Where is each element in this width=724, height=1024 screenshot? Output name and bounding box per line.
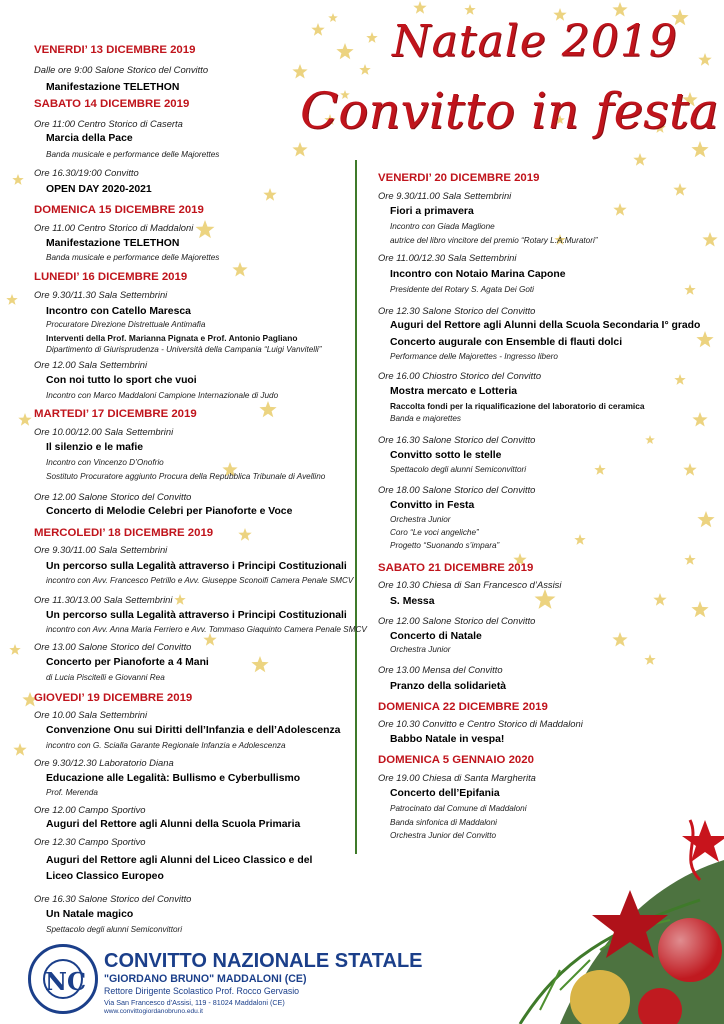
right-event-title: S. Messa	[390, 596, 435, 607]
left-event-title: Incontro con Catello Maresca	[46, 306, 191, 317]
left-event-time-place: Ore 9.30/11.00 Sala Settembrini	[34, 544, 168, 555]
right-event-title: Concerto dell’Epifania	[390, 788, 500, 799]
left-event-title: Un percorso sulla Legalità attraverso i Principi Costituzionali	[46, 561, 347, 572]
left-date-heading: DOMENICA 15 DICEMBRE 2019	[34, 204, 204, 216]
left-event-time-place: Ore 10.00 Sala Settembrini	[34, 709, 148, 720]
school-address: Via San Francesco d’Assisi, 119 - 81024 Maddaloni (CE)	[104, 998, 285, 1007]
right-event-title: Pranzo della solidarietà	[390, 681, 507, 692]
right-event-title: Convitto sotto le stelle	[390, 450, 502, 461]
left-event-detail: incontro con G. Scialla Garante Regionale Infanzia e Adolescenza	[46, 741, 286, 750]
right-event-title: Concerto di Natale	[390, 631, 482, 642]
right-event-time-place: Ore 10.30 Chiesa di San Francesco d’Assisi	[378, 579, 562, 590]
right-event-time-place: Ore 16.30 Salone Storico del Convitto	[378, 434, 536, 445]
left-event-detail: Incontro con Marco Maddaloni Campione Internazionale di Judo	[46, 391, 279, 400]
right-event-title: Auguri del Rettore agli Alunni della Scuola Secondaria I° grado	[390, 320, 701, 331]
left-date-heading: SABATO 14 DICEMBRE 2019	[34, 98, 190, 110]
left-event-time-place: Ore 10.00/12.00 Sala Settembrini	[34, 426, 174, 437]
left-event-title: Il silenzio e le mafie	[46, 442, 144, 453]
right-event-time-place: Ore 9.30/11.00 Sala Settembrini	[378, 190, 512, 201]
right-event-detail: Orchestra Junior del Convitto	[390, 831, 497, 840]
right-event-detail: Progetto “Suonando s’impara”	[390, 541, 500, 550]
left-event-title: Auguri del Rettore agli Alunni della Scuola Primaria	[46, 819, 301, 830]
title-line-2: Convitto in festa	[300, 82, 719, 140]
right-event-time-place: Ore 19.00 Chiesa di Santa Margherita	[378, 772, 536, 783]
left-event-title: Auguri del Rettore agli Alunni del Liceo Classico e del	[46, 855, 313, 866]
left-event-title: Concerto per Pianoforte a 4 Mani	[46, 657, 209, 668]
left-event-title: Con noi tutto lo sport che vuoi	[46, 375, 197, 386]
left-event-time-place: Ore 12.30 Campo Sportivo	[34, 836, 146, 847]
left-event-time-place: Ore 12.00 Campo Sportivo	[34, 804, 146, 815]
left-event-title: Un percorso sulla Legalità attraverso i Principi Costituzionali	[46, 610, 347, 621]
left-event-detail: di Lucia Piscitelli e Giovanni Rea	[46, 673, 165, 682]
right-event-detail: Coro “Le voci angeliche”	[390, 528, 479, 537]
right-event-title: Concerto augurale con Ensemble di flauti dolci	[390, 337, 623, 348]
left-event-title: Convenzione Onu sui Diritti dell’Infanzia e dell’Adolescenza	[46, 725, 341, 736]
title-line-1: Natale 2019	[392, 16, 678, 67]
left-event-detail: Banda musicale e performance delle Majorettes	[46, 150, 220, 159]
left-event-detail: Prof. Merenda	[46, 788, 98, 797]
left-event-time-place: Ore 9.30/11.30 Sala Settembrini	[34, 289, 168, 300]
right-event-title: Fiori a primavera	[390, 206, 474, 217]
right-event-detail: Orchestra Junior	[390, 645, 451, 654]
right-event-time-place: Ore 16.00 Chiostro Storico del Convitto	[378, 370, 542, 381]
left-event-detail: incontro con Avv. Anna Maria Ferriero e Avv. Tommaso Giaquinto Camera Penale SMCV	[46, 625, 367, 634]
left-date-heading: MERCOLEDI’ 18 DICEMBRE 2019	[34, 527, 214, 539]
right-event-time-place: Ore 10.30 Convitto e Centro Storico di Maddaloni	[378, 718, 583, 729]
left-event-detail: Banda musicale e performance delle Majorettes	[46, 253, 220, 262]
left-event-time-place: Ore 12.00 Salone Storico del Convitto	[34, 491, 192, 502]
right-event-detail: Presidente del Rotary S. Agata Dei Goti	[390, 285, 534, 294]
left-date-heading: LUNEDI’ 16 DICEMBRE 2019	[34, 271, 188, 283]
right-event-detail: Incontro con Giada Maglione	[390, 222, 495, 231]
left-date-heading: GIOVEDI’ 19 DICEMBRE 2019	[34, 692, 193, 704]
right-event-detail: Banda sinfonica di Maddaloni	[390, 818, 497, 827]
right-event-detail: Raccolta fondi per la riqualificazione del laboratorio di ceramica	[390, 401, 645, 411]
right-event-title: Convitto in Festa	[390, 500, 475, 511]
left-event-detail: incontro con Avv. Francesco Petrillo e Avv. Giuseppe Sconoifi Camera Penale SMCV	[46, 576, 354, 585]
left-event-detail: Sostituto Procuratore aggiunto Procura della Repubblica Tribunale di Avellino	[46, 472, 326, 481]
left-event-time-place: Ore 16.30 Salone Storico del Convitto	[34, 893, 192, 904]
left-event-title: Concerto di Melodie Celebri per Pianoforte e Voce	[46, 506, 293, 517]
school-logo-icon: NC	[28, 944, 98, 1014]
right-date-heading: SABATO 21 DICEMBRE 2019	[378, 562, 534, 574]
left-event-title: Manifestazione TELETHON	[46, 238, 180, 249]
right-event-detail: Patrocinato dal Comune di Maddaloni	[390, 804, 527, 813]
right-event-title: Incontro con Notaio Marina Capone	[390, 269, 566, 280]
left-event-detail: Dipartimento di Giurisprudenza - Università della Campania “Luigi Vanvitelli”	[46, 345, 322, 354]
left-event-title: OPEN DAY 2020-2021	[46, 184, 152, 195]
right-event-detail: Orchestra Junior	[390, 515, 451, 524]
right-event-detail: Performance delle Majorettes - Ingresso libero	[390, 352, 558, 361]
right-event-detail: autrice del libro vincitore del premio “Rotary L.A.Muratori”	[390, 236, 598, 245]
left-event-title: Manifestazione TELETHON	[46, 82, 180, 93]
left-event-time-place: Ore 16.30/19:00 Convitto	[34, 167, 139, 178]
right-event-time-place: Ore 12.00 Salone Storico del Convitto	[378, 615, 536, 626]
right-event-time-place: Ore 11.00/12.30 Sala Settembrini	[378, 252, 517, 263]
left-event-title: Un Natale magico	[46, 909, 134, 920]
left-event-title: Marcia della Pace	[46, 133, 133, 144]
left-event-time-place: Dalle ore 9:00 Salone Storico del Convitto	[34, 64, 209, 75]
right-event-title: Babbo Natale in vespa!	[390, 734, 505, 745]
left-event-title: Liceo Classico Europeo	[46, 871, 164, 882]
left-event-detail: Procuratore Direzione Distrettuale Antimafia	[46, 320, 206, 329]
right-date-heading: DOMENICA 5 GENNAIO 2020	[378, 754, 534, 766]
school-subname: "GIORDANO BRUNO" MADDALONI (CE)	[104, 973, 307, 985]
right-date-heading: VENERDI’ 20 DICEMBRE 2019	[378, 172, 540, 184]
left-date-heading: MARTEDI’ 17 DICEMBRE 2019	[34, 408, 197, 420]
right-event-time-place: Ore 13.00 Mensa del Convitto	[378, 664, 503, 675]
right-event-detail: Spettacolo degli alunni Semiconvittori	[390, 465, 527, 474]
left-event-time-place: Ore 11.30/13.00 Sala Settembrini	[34, 594, 173, 605]
left-event-title: Educazione alle Legalità: Bullismo e Cyberbullismo	[46, 773, 301, 784]
left-event-time-place: Ore 9.30/12.30 Laboratorio Diana	[34, 757, 174, 768]
right-event-time-place: Ore 18.00 Salone Storico del Convitto	[378, 484, 536, 495]
school-website[interactable]: www.convittogiordanobruno.edu.it	[104, 1008, 203, 1015]
left-event-time-place: Ore 12.00 Sala Settembrini	[34, 359, 148, 370]
left-date-heading: VENERDI’ 13 DICEMBRE 2019	[34, 44, 196, 56]
school-rettore: Rettore Dirigente Scolastico Prof. Rocco Gervasio	[104, 986, 300, 996]
right-event-detail: Banda e majorettes	[390, 414, 462, 423]
school-name: CONVITTO NAZIONALE STATALE	[104, 950, 423, 972]
right-event-time-place: Ore 12.30 Salone Storico del Convitto	[378, 305, 536, 316]
left-event-time-place: Ore 11:00 Centro Storico di Caserta	[34, 118, 183, 129]
left-event-time-place: Ore 13.00 Salone Storico del Convitto	[34, 641, 192, 652]
left-event-detail: Spettacolo degli alunni Semiconvittori	[46, 925, 183, 934]
right-date-heading: DOMENICA 22 DICEMBRE 2019	[378, 701, 548, 713]
right-event-title: Mostra mercato e Lotteria	[390, 386, 518, 397]
left-event-time-place: Ore 11.00 Centro Storico di Maddaloni	[34, 222, 194, 233]
left-event-detail: Interventi della Prof. Marianna Pignata e Prof. Antonio Pagliano	[46, 333, 298, 343]
left-event-detail: Incontro con Vincenzo D’Onofrio	[46, 458, 164, 467]
